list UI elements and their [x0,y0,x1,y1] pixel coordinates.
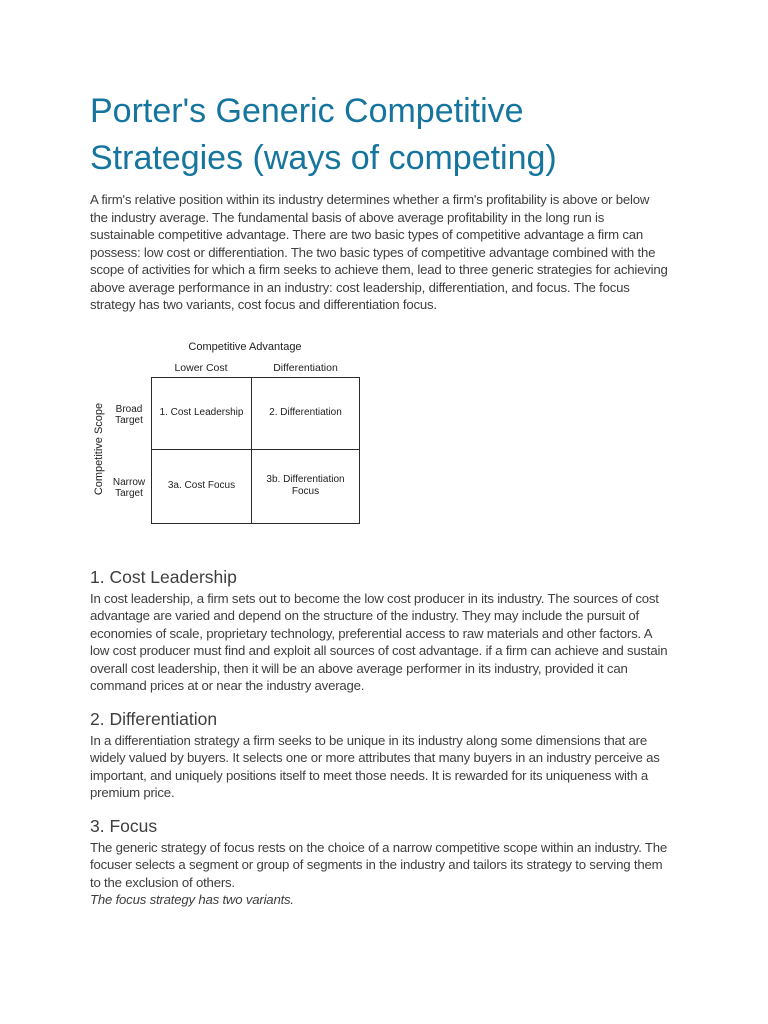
matrix-cell-label: 1. Cost Leadership [159,407,244,418]
matrix-cell-differentiation-focus [252,450,359,523]
document-content [90,0,668,909]
intro-paragraph: A firm's relative position within its industry determines whether a firm's profitability is above or below the industry average. The fundamental basis of above average profitability in the long run is sustainable competitive advantage. There are two basic types of competitive advantage a firm can possess: low cost or differentiation. The two basic types of competitive advantage combined with the scope of activities for which a firm seeks to achieve them, lead to three generic strategies for achieving above average performance in an industry: cost leadership, differentiation, and focus. The focus strategy has two variants, cost focus and differentiation focus. [90,192,668,312]
matrix-cell-label: 2. Differentiation [269,407,342,418]
matrix-axis-label-competitive-advantage: Competitive Advantage [188,340,302,353]
section-heading: 3. Focus [90,815,158,836]
section-cost-leadership [90,567,668,695]
section-differentiation [90,709,668,802]
matrix-cell-cost-focus [152,450,252,523]
section-focus [90,816,668,909]
matrix-row-header-narrow-target: Narrow Target [112,476,146,499]
matrix-column-header-differentiation: Differentiation [273,361,338,374]
section-paragraph: The generic strategy of focus rests on the choice of a narrow competitive scope within an industry. The focuser selects a segment or group of segments in the industry and tailors its strategy to serving them to the exclusion of others. [90,839,668,890]
matrix-column-header-lower-cost: Lower Cost [174,361,228,374]
matrix-axis-label-competitive-scope: Competitive Scope [93,402,105,495]
document-title: Porter's Generic Competitive Strategies (ways of competing) [90,92,557,177]
section-italic-note: The focus strategy has two variants. [90,892,294,907]
section-paragraph: In cost leadership, a firm sets out to become the low cost producer in its industry. The sources of cost advantage are varied and depend on the structure of the industry. They may include the pursuit of economies of scale, proprietary technology, preferential access to raw materials and other factors. A low cost producer must find and exploit all sources of cost advantage. if a firm can achieve and sustain overall cost leadership, then it will be an above average performer in its industry, provided it can command prices at or near the industry average. [90,590,668,693]
matrix-cell-label: 3a. Cost Focus [167,480,236,491]
matrix-cell-label: 3b. Differentiation Focus [266,474,345,497]
matrix-row-header-broad-target: Broad Target [115,403,143,426]
matrix-table [151,377,360,524]
matrix-cell-differentiation [252,378,359,450]
strategy-matrix-figure [90,341,668,526]
section-heading: 1. Cost Leadership [90,566,237,587]
section-paragraph: In a differentiation strategy a firm seeks to be unique in its industry along some dimensions that are widely valued by buyers. It selects one or more attributes that many buyers in an industry perceive as important, and uniquely positions itself to meet those needs. It is rewarded for its uniqueness with a premium price. [90,732,660,800]
matrix-cell-cost-leadership [152,378,252,450]
section-heading: 2. Differentiation [90,708,218,729]
